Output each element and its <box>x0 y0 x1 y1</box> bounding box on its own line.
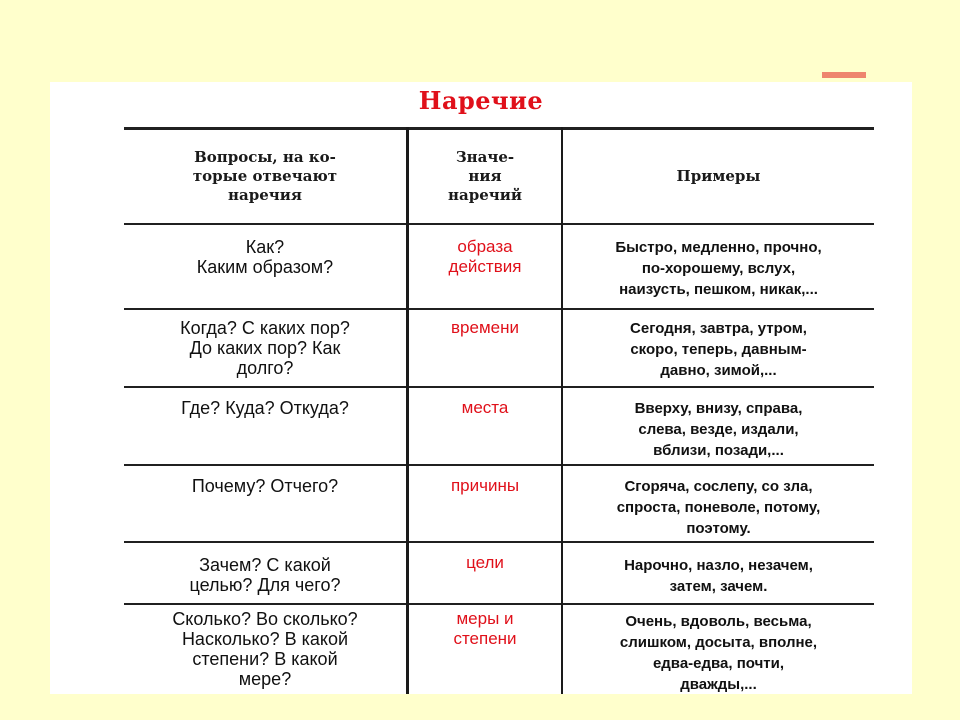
row-examples: Сгоряча, сослепу, со зла, спроста, поневоле, потому, поэтому. <box>616 478 821 537</box>
header-examples: Примеры <box>676 167 761 185</box>
row-meaning: цели <box>466 553 504 572</box>
header-meanings: Значе- ния наречий <box>448 148 522 204</box>
row-meaning: места <box>461 398 509 417</box>
row-examples: Быстро, медленно, прочно, по-хорошему, вслух, наизусть, пешком, никак,... <box>615 239 822 298</box>
row-examples: Очень, вдоволь, весьма, слишком, досыта, вполне, едва-едва, почти, дважды,... <box>619 613 818 693</box>
row-questions: Сколько? Во сколько? Насколько? В какой степени? В какой мере? <box>172 609 358 689</box>
row-meaning: меры и степени <box>453 609 517 648</box>
row-questions: Почему? Отчего? <box>191 476 339 496</box>
corner-mark <box>822 72 866 78</box>
page-title: Наречие <box>418 86 544 115</box>
row-meaning: времени <box>451 318 519 337</box>
row-meaning: образа действия <box>448 237 522 276</box>
row-questions: Зачем? С какой целью? Для чего? <box>189 555 341 595</box>
row-questions: Где? Куда? Откуда? <box>181 398 349 418</box>
row-questions: Как? Каким образом? <box>196 237 334 277</box>
row-examples: Вверху, внизу, справа, слева, везде, издали, вблизи, позади,... <box>634 400 803 459</box>
row-questions: Когда? С каких пор? До каких пор? Как долго? <box>180 318 350 378</box>
row-examples: Нарочно, назло, незачем, затем, зачем. <box>624 557 813 595</box>
row-examples: Сегодня, завтра, утром, скоро, теперь, давным- давно, зимой,... <box>630 320 807 379</box>
adverb-table <box>124 127 874 694</box>
row-meaning: причины <box>450 476 520 495</box>
document-page <box>50 82 912 694</box>
header-questions: Вопросы, на ко- торые отвечают наречия <box>192 148 338 204</box>
